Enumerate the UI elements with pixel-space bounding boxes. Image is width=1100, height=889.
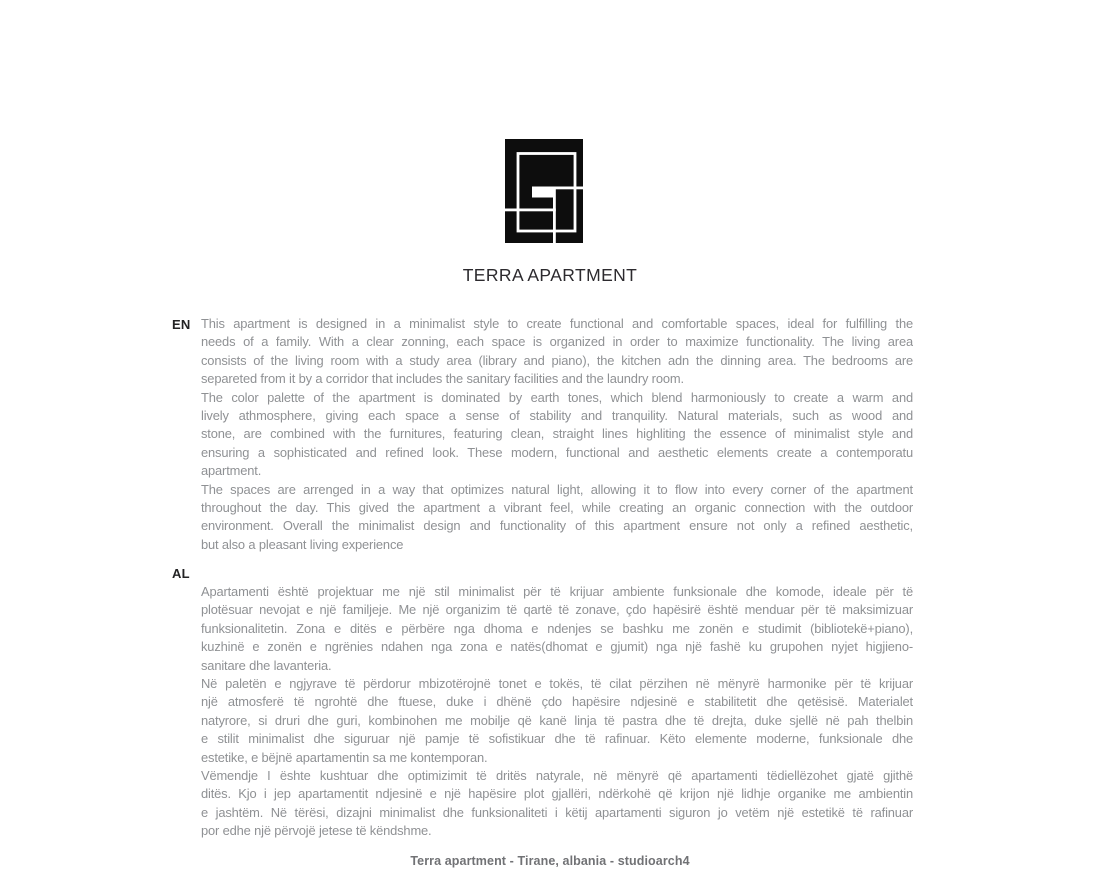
- text-line: estetike, e bëjnë apartamentin sa me kontemporan.: [201, 749, 488, 765]
- language-label-al: AL: [172, 566, 190, 581]
- text-line: por edhe një përvojë jetese të këndshme.: [201, 823, 432, 839]
- text-line: This apartment is designed in a minimalist style to create functional and comfortable spaces, ideal for fulfilling the: [201, 316, 913, 331]
- text-line: The spaces are arrenged in a way that optimizes natural light, allowing it to flow into every corner of the apartment: [201, 481, 913, 497]
- text-line: The color palette of the apartment is dominated by earth tones, which blend harmoniously to create a warm and: [201, 389, 913, 405]
- logo-right-line: [554, 187, 596, 190]
- text-line: sanitare dhe lavanteria.: [201, 657, 332, 673]
- text-line: lively athmosphere, giving each space a sense of stability and tranquility. Natural materials, such as wood and: [201, 407, 913, 423]
- text-line: Në paletën e ngjyrave të përdorur mbizotërojnë tonet e tokës, të cilat përzihen në mënyrë harmonike për të krijuar: [201, 675, 913, 691]
- text-line: separeted from it by a corridor that includes the sanitary facilities and the laundry room.: [201, 371, 684, 387]
- footer-caption: Terra apartment - Tirane, albania - studioarch4: [410, 854, 690, 868]
- text-line: stone, are combined with the furnitures, featuring clean, straight lines highliting the essence of minimalist style and: [201, 426, 913, 442]
- language-label-en: EN: [172, 317, 191, 332]
- text-line: throughout the day. This gived the apartment a vibrant feel, while creating an organic connection with the outdoor: [201, 499, 913, 515]
- text-line: funksionalitetin. Zona e ditës e përbëre nga dhoma e ndenjes se bashku me zonën e studimit (bibliotekë+piano),: [201, 620, 913, 636]
- text-line: e jashtëm. Në tërësi, dizajni minimalist dhe funksionaliteti i këtij apartamenti siguron jo vetëm një estetikë të rafinuar: [201, 804, 913, 820]
- text-line: kuzhinë e zonën e ngrënies ndahen nga zona e natës(dhomat e gjumit) nga një fashë ku grupohen nyjet higjieno-: [201, 639, 913, 655]
- english-text-block: [201, 315, 913, 554]
- text-line: environment. Overall the minimalist design and functionality of this apartment ensure not only a refined aesthetic,: [201, 518, 913, 534]
- logo-left-line: [497, 209, 556, 212]
- text-line: consists of the living room with a study area (library and piano), the kitchen adn the dinning area. The bedrooms are: [201, 352, 913, 368]
- text-line: Apartamenti është projektuar me një stil minimalist për të krijuar ambiente funksionale dhe komode, ideale për të: [201, 584, 913, 599]
- studioarch4-logo: [494, 136, 598, 258]
- text-line: needs of a family. With a clear zonning, each space is organized in order to maximize functionality. The living area: [201, 334, 913, 350]
- text-line: ensuring a sophisticated and refined look. These modern, functional and aesthetic elements create a contemporatu: [201, 444, 913, 460]
- logo-vertical-line: [553, 187, 556, 253]
- text-line: apartment.: [201, 463, 262, 479]
- text-line: Vëmendje I ështe kushtuar dhe optimizimit të dritës natyrale, në mënyrë që apartamenti tëdiellëzohet gjatë gjithë: [201, 767, 913, 783]
- page-title: TERRA APARTMENT: [462, 265, 638, 285]
- logo-notch: [532, 187, 554, 198]
- text-line: ditës. Kjo i jep apartamentit ndjesinë e një hapësire plot gjallëri, ndërkohë që krijon një lidhje organike me ambientin: [201, 786, 913, 802]
- text-line: plotësuar nevojat e një familjeje. Me një organizim të qartë të zonave, çdo hapësirë është menduar për të maksimizuar: [201, 602, 913, 618]
- text-line: një atmosferë të ngrohtë dhe ftuese, duke i dhënë çdo hapësire ndjesinë e stabilitetit dhe qetësisë. Materialet: [201, 694, 913, 710]
- text-line: natyrore, si druri dhe guri, kombinohen me mobilje që kanë linja të pastra dhe të drejta, duke sjellë në pah thelbin: [201, 712, 913, 728]
- albanian-text-block: [201, 583, 913, 840]
- text-line: e stilit minimalist dhe siguruar një pamje të sofistikuar dhe të rafinuar. Këto elemente moderne, funksionale dhe: [201, 731, 913, 747]
- text-line: but also a pleasant living experience: [201, 536, 404, 552]
